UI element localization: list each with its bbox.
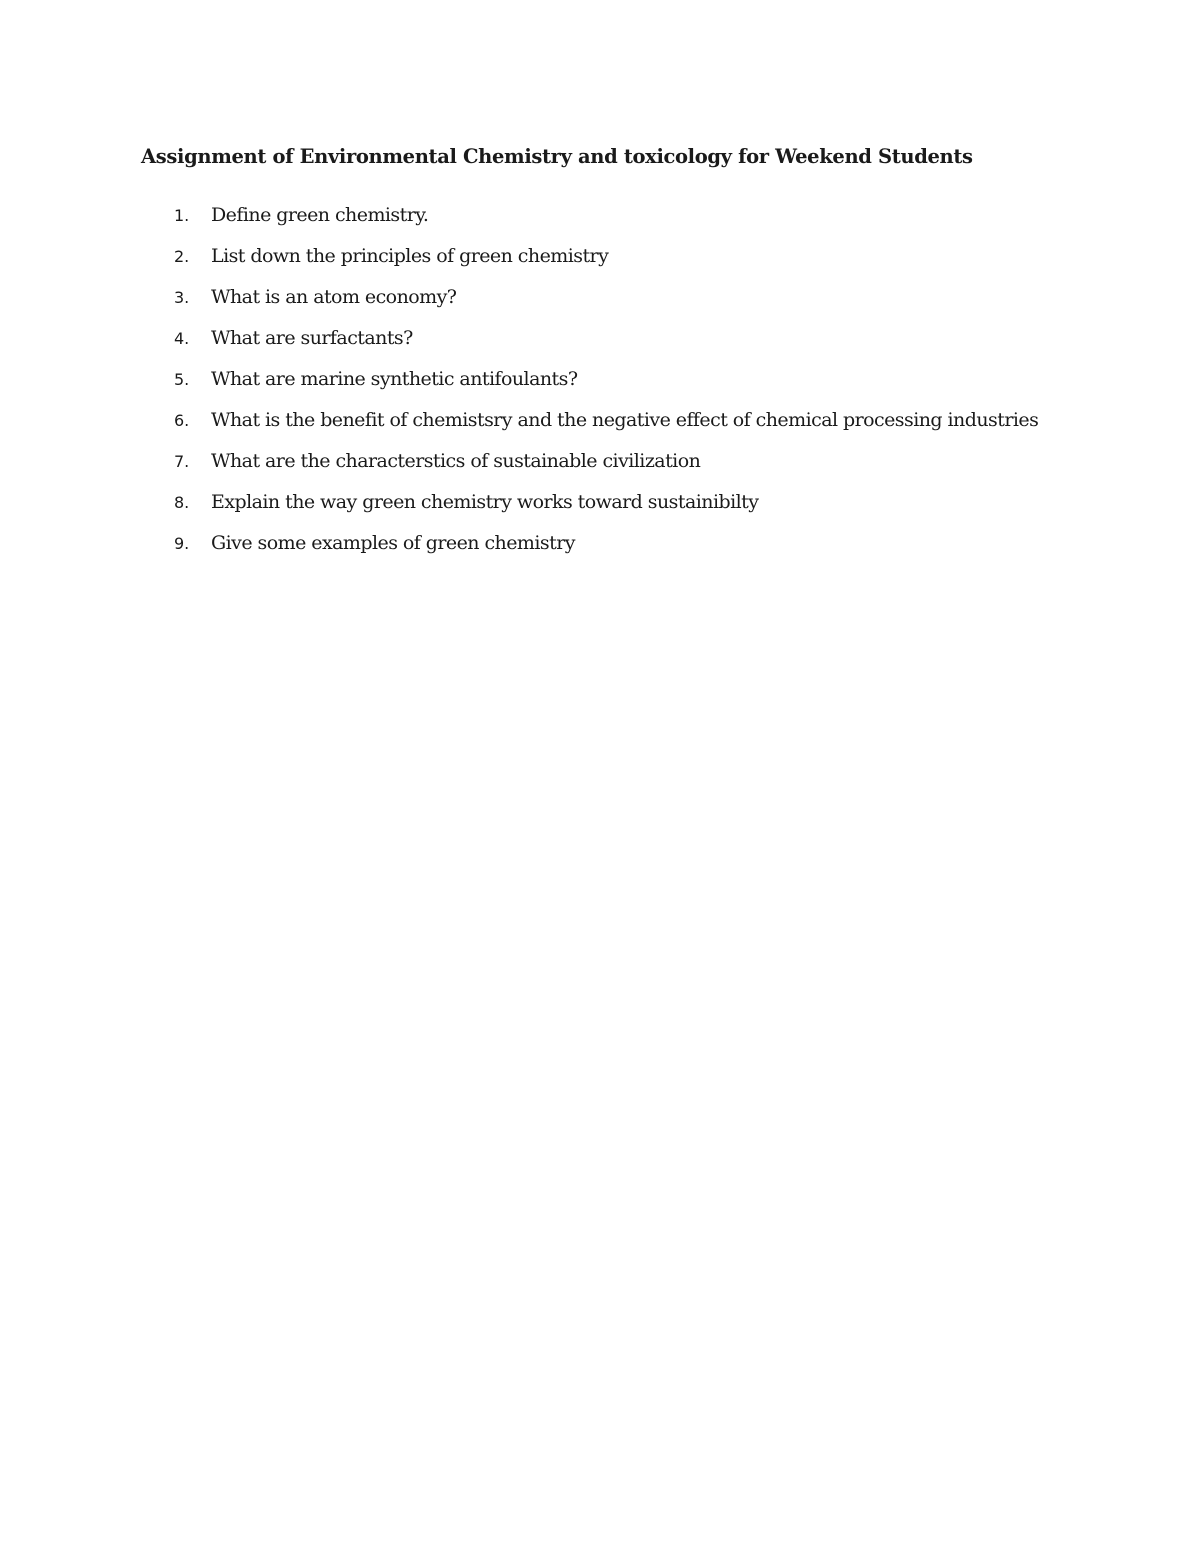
question-number: 5. [174, 370, 190, 389]
question-list [141, 195, 1059, 564]
question-item-4 [141, 318, 1059, 359]
question-number: 1. [174, 206, 190, 225]
question-number: 7. [174, 452, 190, 471]
question-text: What is an atom economy? [211, 286, 457, 308]
question-text: What are the characterstics of sustainable civilization [211, 450, 701, 472]
question-text: What is the benefit of chemistsry and the negative effect of chemical processing industries [211, 409, 1039, 431]
question-item-3 [141, 277, 1059, 318]
question-number: 4. [174, 329, 190, 348]
question-item-7 [141, 441, 1059, 482]
question-item-1 [141, 195, 1059, 236]
document-title: Assignment of Environmental Chemistry and toxicology for Weekend Students [141, 145, 973, 168]
question-number: 9. [174, 534, 190, 553]
question-item-6 [141, 400, 1059, 441]
question-text: List down the principles of green chemistry [211, 245, 609, 267]
question-text: What are marine synthetic antifoulants? [211, 368, 578, 390]
question-text: Explain the way green chemistry works toward sustainibilty [211, 491, 759, 513]
question-number: 6. [174, 411, 190, 430]
question-item-5 [141, 359, 1059, 400]
question-item-8 [141, 482, 1059, 523]
question-item-9 [141, 523, 1059, 564]
question-text: What are surfactants? [211, 327, 413, 349]
question-text: Define green chemistry. [211, 204, 429, 226]
question-text: Give some examples of green chemistry [211, 532, 575, 554]
question-number: 8. [174, 493, 190, 512]
question-number: 3. [174, 288, 190, 307]
question-number: 2. [174, 247, 190, 266]
question-item-2 [141, 236, 1059, 277]
